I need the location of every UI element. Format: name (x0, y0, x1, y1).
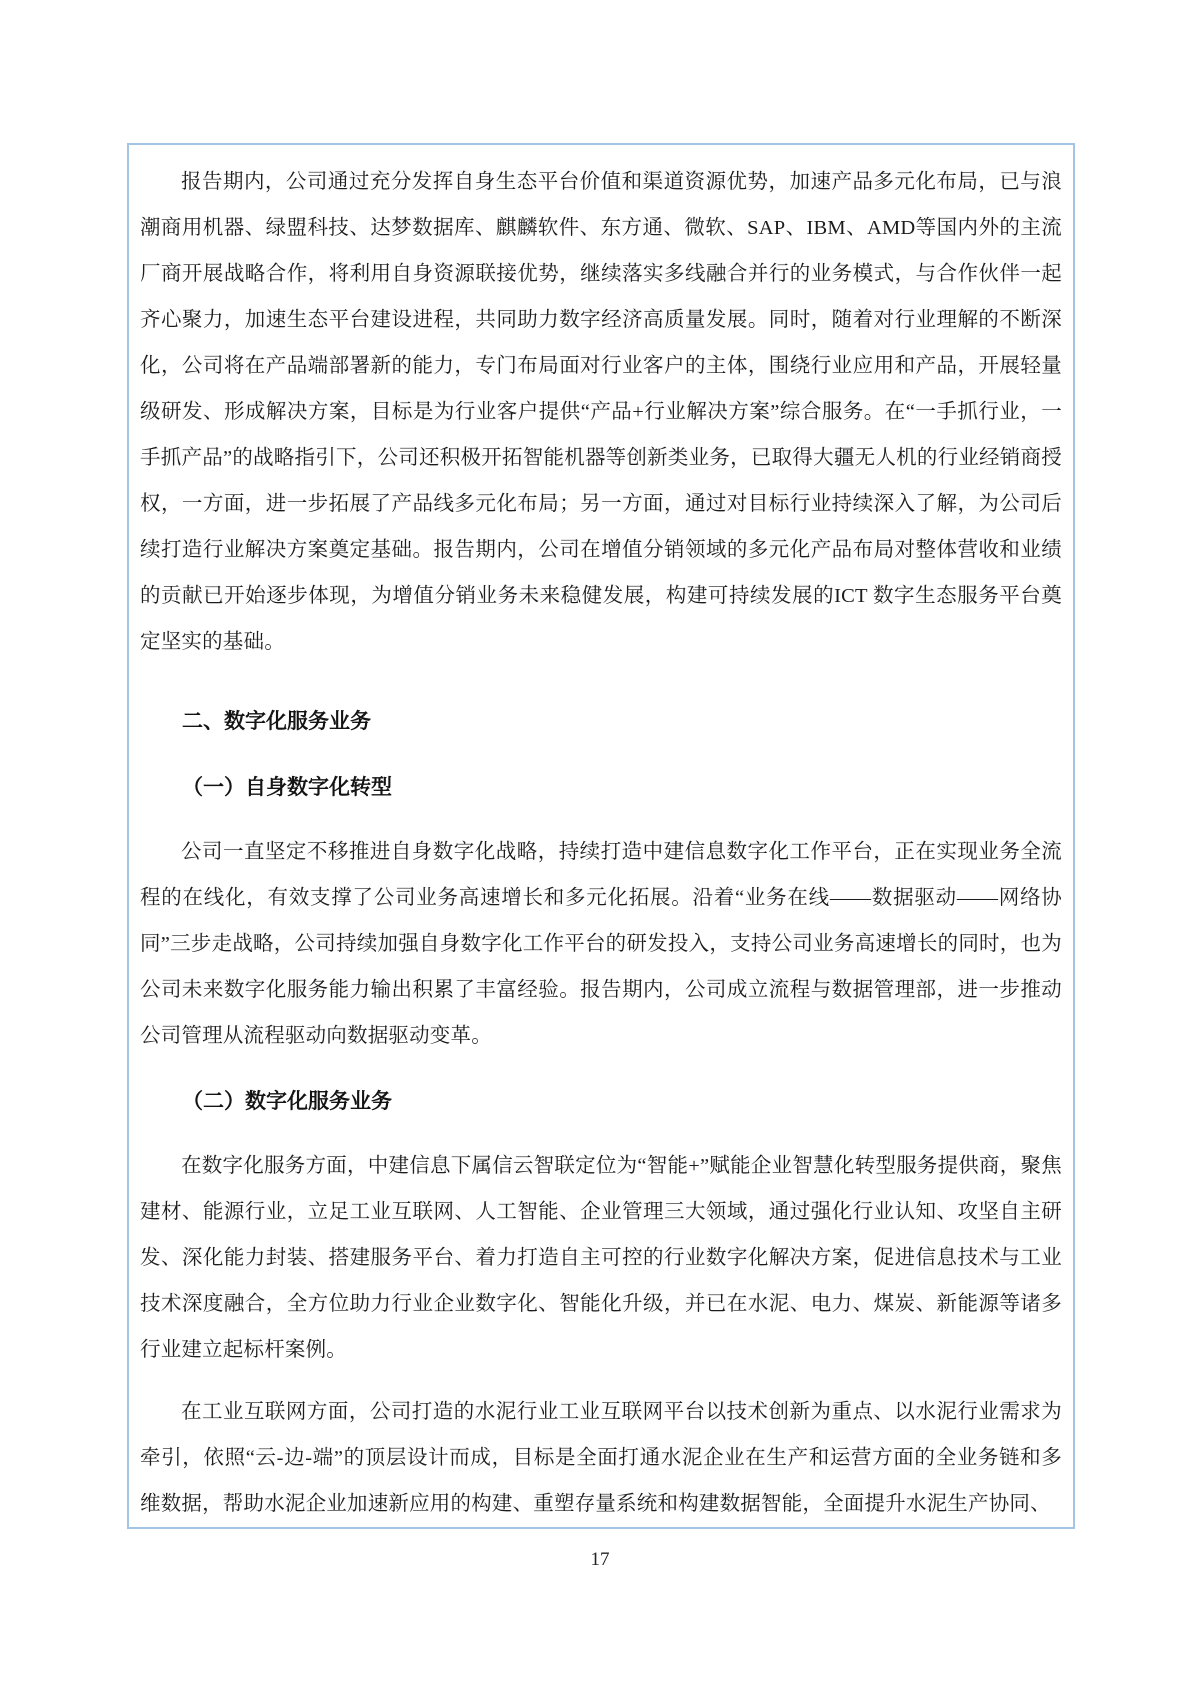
subsection-heading-digital-service-business: （二）数字化服务业务 (182, 1090, 392, 1113)
paragraph-digital-service-business: 在数字化服务方面，中建信息下属信云智联定位为“智能+”赋能企业智慧化转型服务提供商，聚焦建材、能源行业，立足工业互联网、人工智能、企业管理三大领域，通过强化行业认知、攻坚自主研发、深化能力封装、搭建服务平台、着力打造自主可控的行业数字化解决方案，促进信息技术与工业技术深度融合，全方位助力行业企业数字化、智能化升级，并已在水泥、电力、煤炭、新能源等诸多行业建立起标杆案例。 (140, 1155, 1062, 1361)
section-heading-digital-services: 二、数字化服务业务 (182, 710, 371, 733)
content-frame (127, 143, 1075, 1529)
paragraph-industrial-internet: 在工业互联网方面，公司打造的水泥行业工业互联网平台以技术创新为重点、以水泥行业需求为牵引，依照“云-边-端”的顶层设计而成，目标是全面打通水泥企业在生产和运营方面的全业务链和多维数据，帮助水泥企业加速新应用的构建、重塑存量系统和构建数据智能，全面提升水泥生产协同、 (140, 1401, 1062, 1515)
subsection-heading-self-digital-transformation: （一）自身数字化转型 (182, 776, 392, 799)
page-number: 17 (590, 1549, 610, 1570)
paragraph-value-added-distribution: 报告期内，公司通过充分发挥自身生态平台价值和渠道资源优势，加速产品多元化布局，已与浪潮商用机器、绿盟科技、达梦数据库、麒麟软件、东方通、微软、SAP、IBM、AMD等国内外的主流厂商开展战略合作，将利用自身资源联接优势，继续落实多线融合并行的业务模式，与合作伙伴一起齐心聚力，加速生态平台建设进程，共同助力数字经济高质量发展。同时，随着对行业理解的不断深化，公司将在产品端部署新的能力，专门布局面对行业客户的主体，围绕行业应用和产品，开展轻量级研发、形成解决方案，目标是为行业客户提供“产品+行业解决方案”综合服务。在“一手抓行业，一手抓产品”的战略指引下，公司还积极开拓智能机器等创新类业务，已取得大疆无人机的行业经销商授权，一方面，进一步拓展了产品线多元化布局；另一方面，通过对目标行业持续深入了解，为公司后续打造行业解决方案奠定基础。报告期内，公司在增值分销领域的多元化产品布局对整体营收和业绩的贡献已开始逐步体现，为增值分销业务未来稳健发展，构建可持续发展的ICT 数字生态服务平台奠定坚实的基础。 (140, 171, 1062, 653)
paragraph-self-digital-transformation: 公司一直坚定不移推进自身数字化战略，持续打造中建信息数字化工作平台，正在实现业务全流程的在线化，有效支撑了公司业务高速增长和多元化拓展。沿着“业务在线——数据驱动——网络协同”三步走战略，公司持续加强自身数字化工作平台的研发投入，支持公司业务高速增长的同时，也为公司未来数字化服务能力输出积累了丰富经验。报告期内，公司成立流程与数据管理部，进一步推动公司管理从流程驱动向数据驱动变革。 (140, 841, 1062, 1047)
